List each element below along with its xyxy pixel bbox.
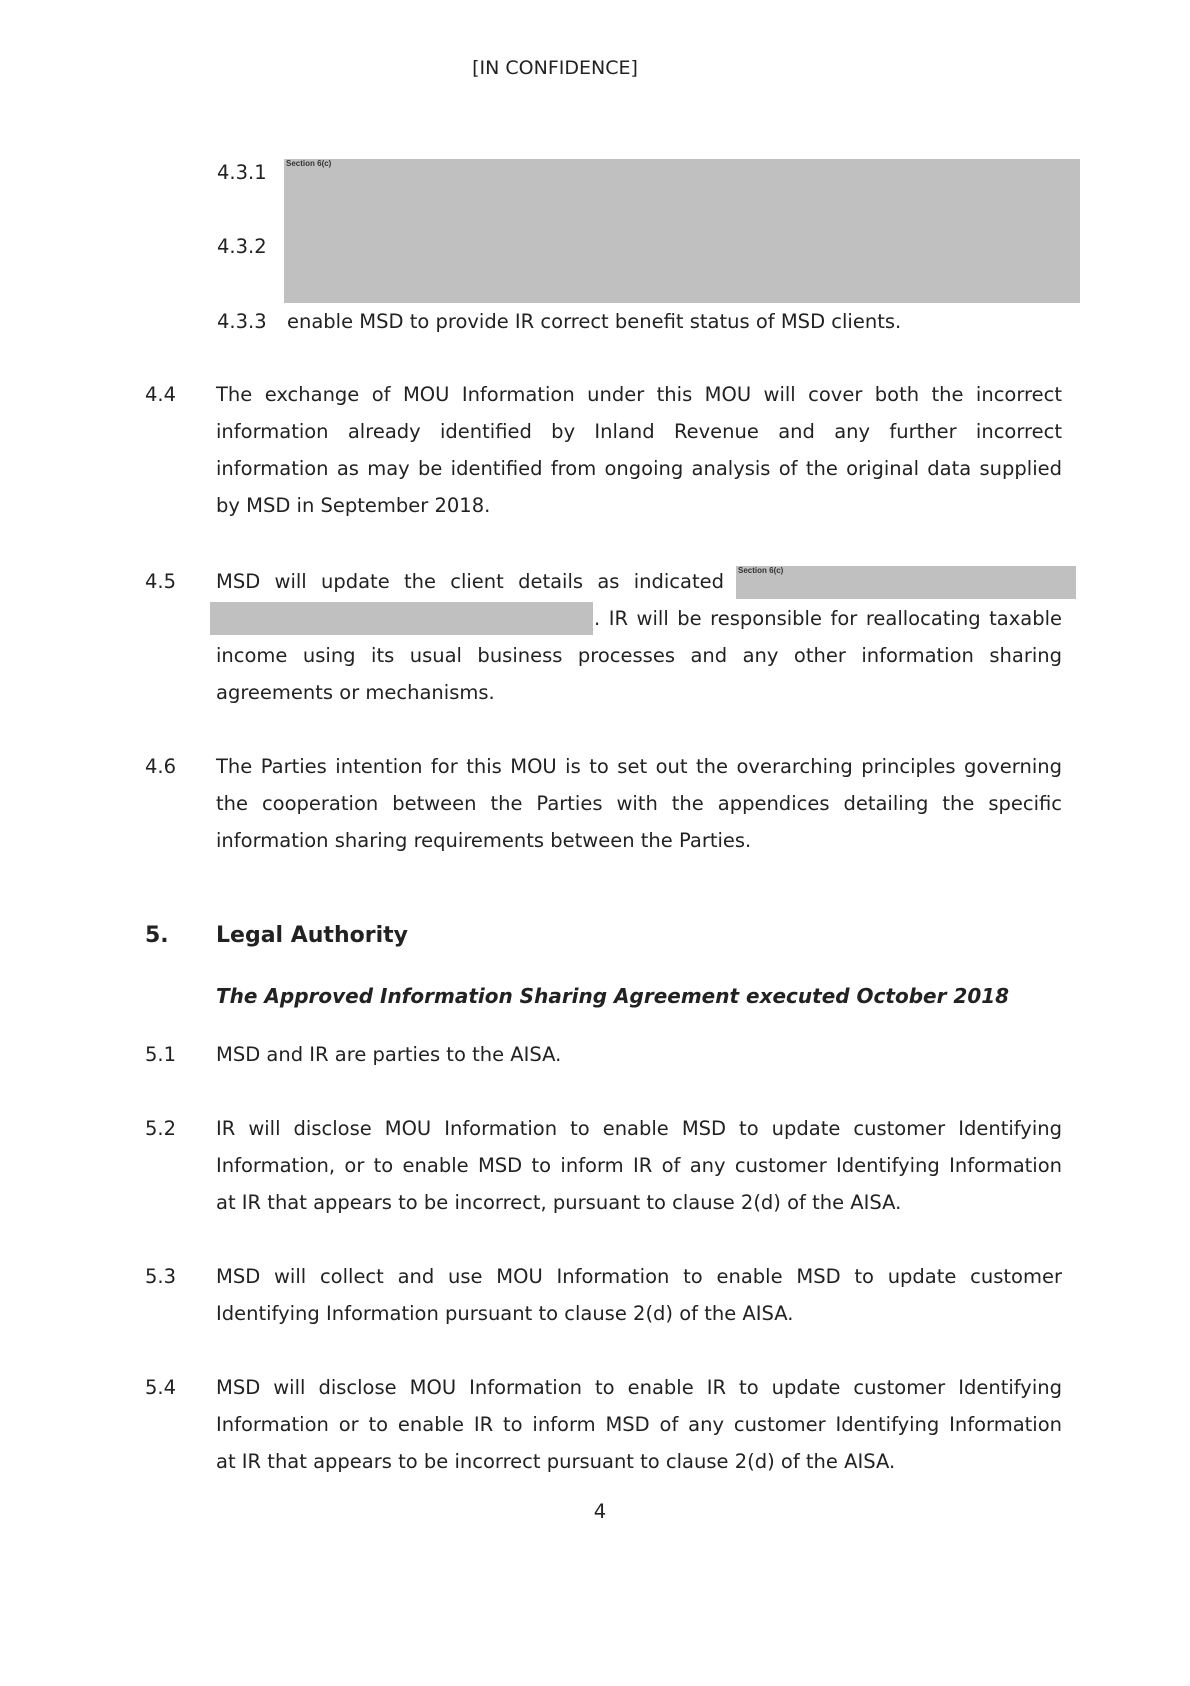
section-number: 5.	[145, 923, 169, 948]
text-line: Information, or to enable MSD to inform IR of any customer Identifying Information	[216, 1154, 1062, 1177]
redaction-block	[210, 602, 593, 635]
text-line: by MSD in September 2018.	[216, 494, 491, 517]
redaction-label: Section 6(c)	[286, 159, 332, 168]
clause-number: 5.2	[145, 1117, 177, 1140]
text-line: Information or to enable IR to inform MSD of any customer Identifying Information	[216, 1413, 1062, 1436]
clause-number: 4.3.1	[217, 161, 267, 184]
clause-text: . IR will be responsible for reallocating taxable	[594, 607, 1062, 630]
clause-4-6-text	[216, 748, 1062, 859]
section-title: Legal Authority	[216, 923, 408, 948]
text-line: Identifying Information pursuant to clause 2(d) of the AISA.	[216, 1302, 794, 1325]
redaction-block	[736, 566, 1076, 599]
text-line: MSD will collect and use MOU Information to enable MSD to update customer	[216, 1265, 1062, 1288]
clause-number: 4.3.3	[217, 310, 267, 333]
redaction-label: Section 6(c)	[738, 566, 784, 575]
text-line: the cooperation between the Parties with the appendices detailing the specific	[216, 792, 1062, 815]
clause-5-4-text	[216, 1369, 1062, 1480]
text-line: at IR that appears to be incorrect pursuant to clause 2(d) of the AISA.	[216, 1450, 896, 1473]
clause-4-4-text	[216, 376, 1062, 524]
text-line: at IR that appears to be incorrect, pursuant to clause 2(d) of the AISA.	[216, 1191, 902, 1214]
text-line: MSD will disclose MOU Information to enable IR to update customer Identifying	[216, 1376, 1062, 1399]
clause-number: 5.4	[145, 1376, 177, 1399]
page-number: 4	[593, 1500, 607, 1523]
clause-text: MSD and IR are parties to the AISA.	[216, 1043, 562, 1066]
text-line: The exchange of MOU Information under this MOU will cover both the incorrect	[216, 383, 1062, 406]
clause-number: 5.1	[145, 1043, 177, 1066]
text-line: IR will disclose MOU Information to enable MSD to update customer Identifying	[216, 1117, 1062, 1140]
clause-5-2-text	[216, 1110, 1062, 1221]
text-line: information already identified by Inland Revenue and any further incorrect	[216, 420, 1062, 443]
clause-number: 4.4	[145, 383, 177, 406]
text-line: income using its usual business processes and any other information sharing	[216, 644, 1062, 667]
clause-text: MSD will update the client details as indicated	[216, 570, 724, 593]
clause-number: 4.6	[145, 755, 177, 778]
page-header: [IN CONFIDENCE]	[472, 57, 638, 79]
clause-text: enable MSD to provide IR correct benefit status of MSD clients.	[287, 310, 902, 333]
clause-number: 5.3	[145, 1265, 177, 1288]
text-line: agreements or mechanisms.	[216, 681, 495, 704]
clause-4-5-text	[216, 637, 1062, 711]
text-line: information sharing requirements between the Parties.	[216, 829, 752, 852]
text-line: information as may be identified from ongoing analysis of the original data supplied	[216, 457, 1062, 480]
redaction-block	[284, 159, 1080, 303]
clause-number: 4.3.2	[217, 235, 267, 258]
clause-number: 4.5	[145, 570, 177, 593]
text-line: The Parties intention for this MOU is to set out the overarching principles governing	[216, 755, 1062, 778]
clause-5-3-text	[216, 1258, 1062, 1332]
section-subtitle: The Approved Information Sharing Agreement executed October 2018	[216, 984, 1010, 1008]
